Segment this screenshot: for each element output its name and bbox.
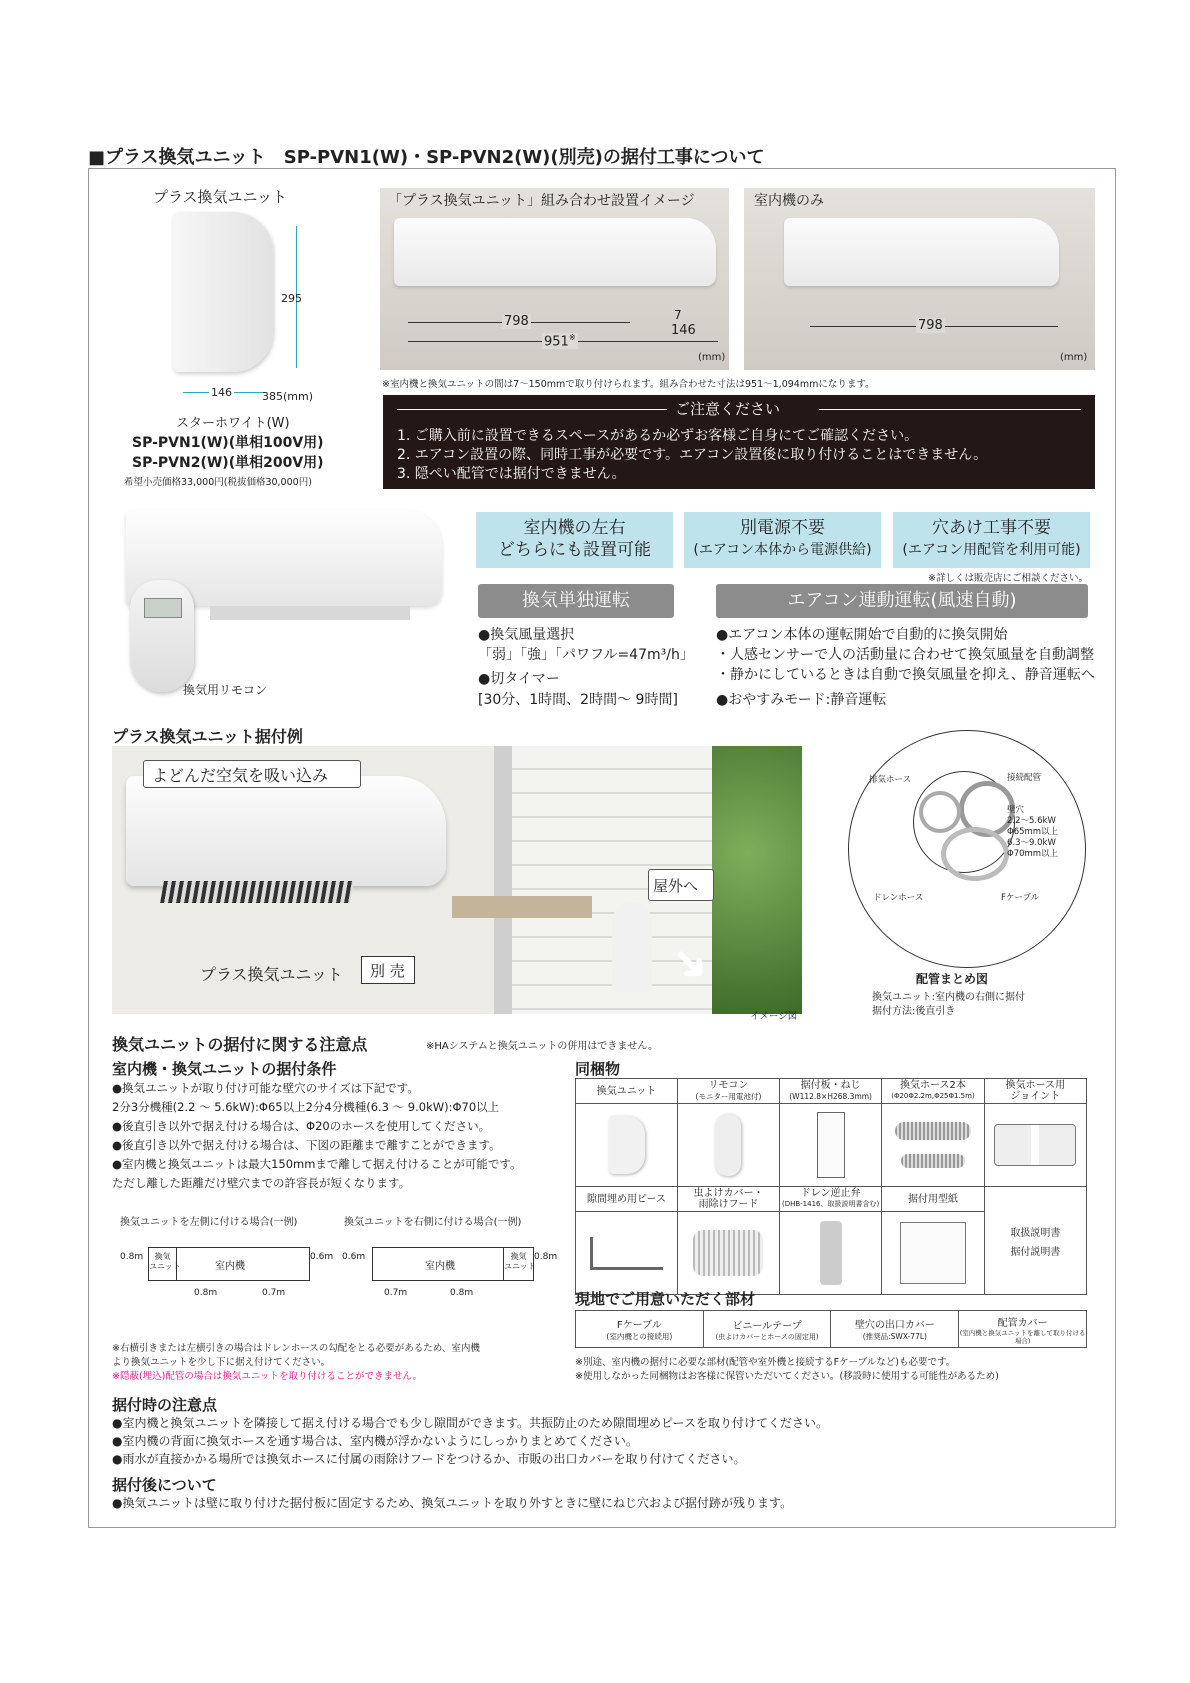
diagram-right-d3: 0.7m: [384, 1288, 408, 1298]
diagram-left-unit: 換気 ユニット: [149, 1248, 177, 1280]
onsite-item-2: ビニールテープ (虫よけカバーとホースの固定用): [703, 1311, 831, 1348]
onsite-note2: ※使用しなかった同梱物はお客様に保管いただいてください。(移設時に使用する可能性があるため): [575, 1371, 999, 1382]
label-drain-hose: ドレンホース: [873, 893, 924, 903]
caution-box: [383, 395, 1095, 489]
onsite-note1: ※別途、室内機の据付に必要な部材(配管や室外機と接続するFケーブルなど)も必要です。: [575, 1357, 956, 1368]
notes-title: 換気ユニットの据付に関する注意点: [112, 1035, 368, 1054]
bundled-img-hose: [882, 1104, 984, 1187]
combo-unit-image: [394, 218, 716, 286]
pipe-summary-diagram: [848, 730, 1086, 968]
bundled-h9: 据付用型紙: [882, 1187, 984, 1212]
combo-dim-7: 7: [674, 308, 682, 322]
callout-outside: [648, 869, 714, 901]
separate-badge: [361, 956, 415, 984]
after-install-title: 据付後について: [112, 1476, 217, 1494]
photo-note: ※室内機と換気ユニットの間は7～150mmで取り付けられます。組み合わせた寸法は951～1,094mmになります。: [382, 379, 875, 390]
product-price: 希望小売価格33,000円(税抜価格30,000円): [124, 477, 312, 488]
diagram-note3: ※隠蔽(埋込)配管の場合は換気ユニットを取り付けることができません。: [112, 1371, 423, 1382]
diagram-right-d2: 0.8m: [534, 1252, 558, 1262]
diagram-right-indoor: 室内機: [425, 1261, 455, 1272]
label-f-cable: Fケーブル: [1001, 893, 1040, 903]
diagram-right-title: 換気ユニットを右側に付ける場合(一例): [344, 1217, 522, 1228]
conditions-line2: 2分3分機種(2.2 ～ 5.6kW):Φ65以上2分4分機種(6.3 ～ 9.0kW):Φ70以上: [112, 1100, 500, 1114]
diagram-left-indoor: 室内機: [215, 1261, 245, 1272]
combo-dim-798: 798: [504, 314, 529, 329]
diagram-left-d4: 0.7m: [262, 1288, 286, 1298]
conditions-line1: ●換気ユニットが取り付け可能な壁穴のサイズは下記です。: [112, 1081, 419, 1095]
feature-2-line2: (エアコン本体から電源供給): [693, 542, 872, 558]
caution-title: ご注意ください: [675, 400, 781, 418]
separate-text: 別 売: [370, 962, 405, 980]
combo-photo: [380, 188, 729, 370]
drain-hose-icon: [941, 827, 1009, 881]
diagram-right-d4: 0.8m: [450, 1288, 474, 1298]
mode1-line1: ●換気風量選択: [478, 627, 575, 643]
width-dim: 146: [211, 386, 232, 399]
combo-dim-951: 951※: [544, 333, 576, 350]
remote-image: [130, 580, 194, 692]
bundled-h7: 虫よけカバー・ 雨除けフード: [678, 1187, 780, 1212]
feature-3-line2: (エアコン用配管を利用可能): [902, 542, 1081, 558]
onsite-table: [575, 1310, 1087, 1348]
bundled-img-remote: [678, 1104, 780, 1187]
mode1-line3: ●切タイマー: [478, 671, 560, 687]
notes-subtitle: ※HAシステムと換気ユニットの併用はできません。: [426, 1041, 658, 1052]
indoor-only-photo: [744, 188, 1095, 370]
feature-2-line1: 別電源不要: [740, 518, 825, 538]
caution-item-1: 1. ご購入前に設置できるスペースがあるか必ずお客様ご自身にてご確認ください。: [397, 428, 919, 444]
label-hole-spec: 壁穴 2.2～5.6kW Φ65mm以上 6.3～9.0kW Φ70mm以上: [1007, 805, 1059, 859]
diagram-right-unit: 換気 ユニット: [503, 1248, 533, 1280]
onsite-item-3: 壁穴の出口カバー (推奨品:SWX-77L): [831, 1311, 959, 1348]
bundled-img-valve: [779, 1212, 881, 1295]
conditions-line3: ●後直引き以外で据え付ける場合は、Φ20のホースを使用してください。: [112, 1119, 491, 1133]
diagram-left-title: 換気ユニットを左側に付ける場合(一例): [120, 1217, 298, 1228]
diagram-note1: ※右横引きまたは左横引きの場合はドレンホースの勾配をとる必要があるため、室内機: [112, 1343, 480, 1354]
feature-1-line1: 室内機の左右: [523, 518, 626, 538]
install-time-line2: ●室内機の背面に換気ホースを通す場合は、室内機が浮かないようにしっかりまとめてください。: [112, 1434, 638, 1448]
depth-dim: 385(mm): [262, 390, 314, 403]
bundled-title: 同梱物: [575, 1060, 621, 1078]
install-time-line3: ●雨水が直接かかる場所では換気ホースに付属の雨除けフードをつけるか、市販の出口カバーを取り付けてください。: [112, 1452, 746, 1466]
feature-both-sides: [476, 512, 673, 568]
bundled-h6: 隙間埋め用ピース: [576, 1187, 678, 1212]
diagram-left-d2: 0.6m: [310, 1252, 334, 1262]
conditions-line4: ●後直引き以外で据え付ける場合は、下図の距離まで離すことができます。: [112, 1138, 501, 1152]
diagram-right-box: [372, 1247, 534, 1281]
unit-label: プラス換気ユニット: [200, 965, 343, 984]
install-example-photo: ➜: [112, 746, 802, 1014]
remote-label: 換気用リモコン: [183, 683, 268, 697]
product-title: プラス換気ユニット: [153, 188, 287, 206]
mode2-line2: ・人感センサーで人の活動量に合わせて換気風量を自動調整: [716, 647, 1094, 663]
bundled-h2: リモコン (モニター用電池付): [678, 1079, 780, 1104]
bundled-img-spacer: [576, 1212, 678, 1295]
image-note: イメージ図: [750, 1011, 798, 1022]
bundled-img-unit: [576, 1104, 678, 1187]
conditions-title: 室内機・換気ユニットの据付条件: [112, 1060, 337, 1078]
bundled-h1: 換気ユニット: [576, 1079, 678, 1104]
install-time-line1: ●室内機と換気ユニットを隣接して据え付ける場合でも少し隙間ができます。共振防止のため隙間埋めピースを取り付けてください。: [112, 1416, 828, 1430]
diagram-right-d1: 0.6m: [342, 1252, 366, 1262]
bundled-h4: 換気ホース2本 (Φ20Φ2.2m,Φ25Φ1.5m): [882, 1079, 984, 1104]
product-model1: SP-PVN1(W)(単相100V用): [132, 435, 324, 451]
mode1-line2: 「弱」「強」「パワフル=47m³/h」: [478, 647, 694, 663]
install-time-title: 据付時の注意点: [112, 1396, 218, 1414]
diagram-left-d1: 0.8m: [120, 1252, 144, 1262]
combo-unit-mm: (mm): [698, 352, 726, 363]
bundled-table: [575, 1078, 1087, 1295]
bundled-img-joint: [984, 1104, 1086, 1187]
product-color: スターホワイト(W): [176, 416, 290, 431]
conditions-line5: ●室内機と換気ユニットは最大150mmまで離して据え付けることが可能です。: [112, 1157, 522, 1171]
exhaust-hose-icon: [919, 791, 961, 833]
mode1-line4: [30分、1時間、2時間～ 9時間]: [478, 692, 678, 708]
bundled-img-plate: [779, 1104, 881, 1187]
bundled-h8: ドレン逆止弁 (DHB-1416、取扱説明書含む): [779, 1187, 881, 1212]
product-image: [173, 212, 273, 372]
bundled-h5: 換気ホース用 ジョイント: [984, 1079, 1086, 1104]
install-example-title: プラス換気ユニット据付例: [112, 727, 303, 746]
onsite-item-4: 配管カバー (室内機と換気ユニットを離して取り付ける場合): [959, 1311, 1087, 1348]
combo-dim-146: 146: [671, 323, 696, 338]
indoor-unit-image: [784, 218, 1059, 286]
height-dim: 295: [281, 292, 302, 305]
mode-ventilation-only: 換気単独運転: [478, 584, 674, 618]
bundled-img-template: [882, 1212, 984, 1295]
label-exhaust-hose: 排気ホース: [869, 775, 912, 785]
feature-no-power: [684, 512, 881, 568]
indoor-unit-mm: (mm): [1060, 352, 1088, 363]
mode-linked: エアコン連動運転(風速自動): [716, 584, 1088, 618]
bundled-docs: 取扱説明書 据付説明書: [984, 1187, 1086, 1295]
feature-3-line1: 穴あけ工事不要: [932, 518, 1051, 538]
after-install-line: ●換気ユニットは壁に取り付けた据付板に固定するため、換気ユニットを取り外すときに壁にねじ穴および据付跡が残ります。: [112, 1496, 793, 1510]
caution-item-3: 3. 隠ぺい配管では据付できません。: [397, 466, 626, 482]
indoor-only-label: 室内機のみ: [754, 193, 824, 209]
pipe-diagram-note2: 据付方法:後直引き: [872, 1006, 956, 1017]
diagram-note2: より換気ユニットを少し下に据え付けてください。: [112, 1357, 331, 1368]
bundled-img-cover: [678, 1212, 780, 1295]
mode2-line3: ・静かにしているときは自動で換気風量を抑え、静音運転へ: [716, 667, 1095, 683]
combo-photo-label: 「プラス換気ユニット」組み合わせ設置イメージ: [388, 193, 695, 209]
feature-1-line2: どちらにも設置可能: [498, 540, 651, 560]
feature-no-drilling: [893, 512, 1090, 568]
onsite-title: 現地でご用意いただく部材: [575, 1290, 756, 1308]
louver-image: [210, 606, 410, 620]
feature-note: ※詳しくは販売店にご相談ください。: [928, 573, 1088, 584]
page-header: ■プラス換気ユニット SP-PVN1(W)・SP-PVN2(W)(別売)の据付工事について: [88, 147, 765, 168]
mode2-line4: ●おやすみモード:静音運転: [716, 692, 887, 708]
diagram-left-d3: 0.8m: [194, 1288, 218, 1298]
callout-outside-text: 屋外へ: [653, 877, 699, 895]
callout-intake: [143, 760, 361, 788]
callout-intake-text: よどんだ空気を吸い込み: [152, 766, 329, 785]
indoor-dim-798: 798: [918, 318, 943, 333]
label-connecting-pipe: 接続配管: [1007, 773, 1042, 783]
diagram-left-box: [148, 1247, 310, 1281]
conditions-line6: ただし離した距離だけ壁穴までの許容長が短くなります。: [112, 1176, 411, 1190]
caution-item-2: 2. エアコン設置の際、同時工事が必要です。エアコン設置後に取り付けることはできません。: [397, 447, 988, 463]
bundled-h3: 据付板・ねじ (W112.8×H268.3mm): [779, 1079, 881, 1104]
pipe-diagram-note1: 換気ユニット:室内機の右側に据付: [872, 992, 1025, 1003]
mode2-line1: ●エアコン本体の運転開始で自動的に換気開始: [716, 627, 1008, 643]
product-model2: SP-PVN2(W)(単相200V用): [132, 455, 324, 471]
pipe-diagram-title: 配管まとめ図: [916, 972, 989, 986]
onsite-item-1: Fケーブル (室内機との接続用): [576, 1311, 704, 1348]
